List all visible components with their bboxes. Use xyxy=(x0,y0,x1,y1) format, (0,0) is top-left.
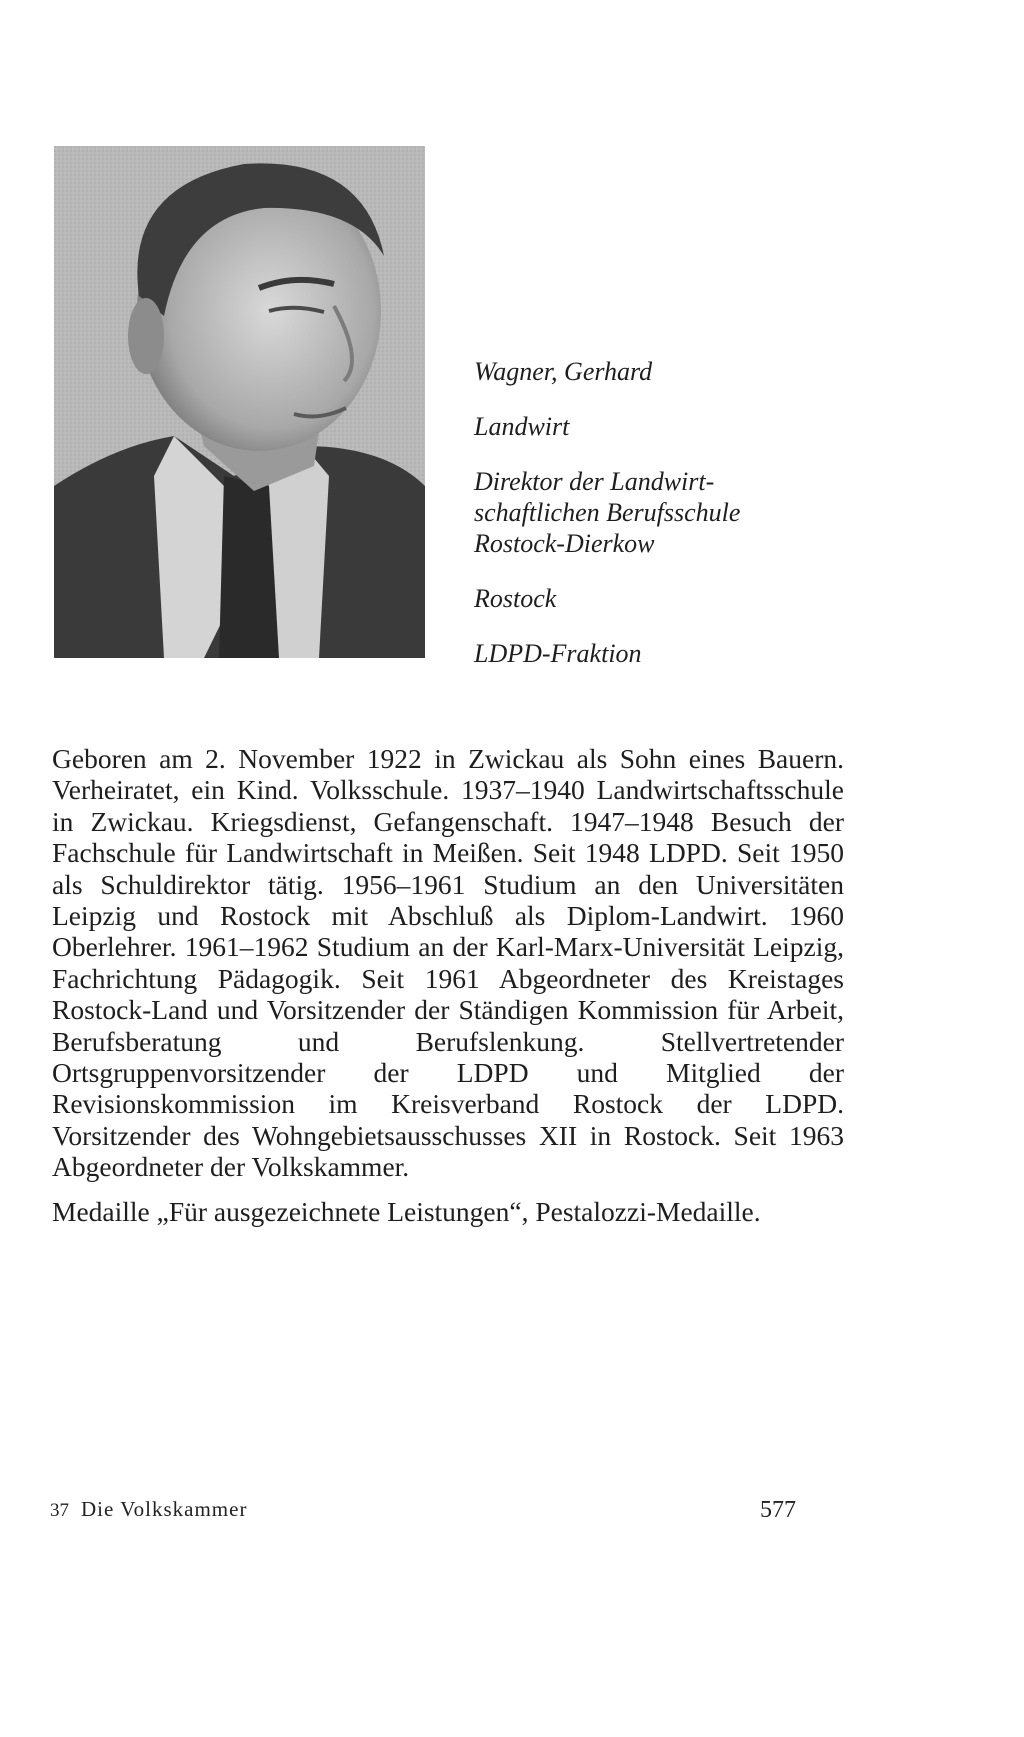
city: Rostock xyxy=(474,584,557,613)
profession: Landwirt xyxy=(474,412,570,441)
page-number: 577 xyxy=(760,1497,796,1523)
awards-text: Medaille „Für ausgezeichnete Leistungen“, Pestalozzi-Medaille. xyxy=(52,1195,761,1227)
biography-text: Geboren am 2. November 1922 in Zwickau als Sohn eines Bauern. Verheiratet, ein Kind. Volksschule. 1937–1940 Landwirtschaftsschule in Zwickau. Kriegsdienst, Gefangenschaft. 1947–1948 Besuch der Fachschule für Landwirtschaft in Meißen. Seit 1948 LDPD. Seit 1950 als Schuldirektor tätig. 1956–1961 Studium an den Universitäten Leipzig und Rostock mit Abschluß als Diplom-Landwirt. 1960 Oberlehrer. 1961–1962 Studium an der Karl-Marx-Universität Leipzig, Fachrichtung Pädagogik. Seit 1961 Abgeordneter des Kreistages Rostock-Land und Vorsitzender der Ständigen Kommission für Arbeit, Berufsberatung und Berufslenkung. Stellvertretender Ortsgruppenvorsitzender der LDPD und Mitglied der Revisionskommission im Kreisverband Rostock der LDPD. Vorsitzender des Wohngebietsausschusses XII in Rostock. Seit 1963 Abgeordneter der Volkskammer. xyxy=(52,743,844,1183)
book-title: Die Volkskammer xyxy=(81,1497,248,1521)
portrait-photo xyxy=(54,146,425,658)
person-name: Wagner, Gerhard xyxy=(474,357,653,386)
biography-section xyxy=(52,743,844,1227)
footer-signature xyxy=(50,1497,247,1522)
sheet-number: 37 xyxy=(50,1500,69,1521)
faction: LDPD-Fraktion xyxy=(474,639,642,668)
position: Direktor der Landwirt- schaftlichen Berufsschule Rostock-Dierkow xyxy=(474,467,741,558)
entry-header xyxy=(474,356,894,669)
